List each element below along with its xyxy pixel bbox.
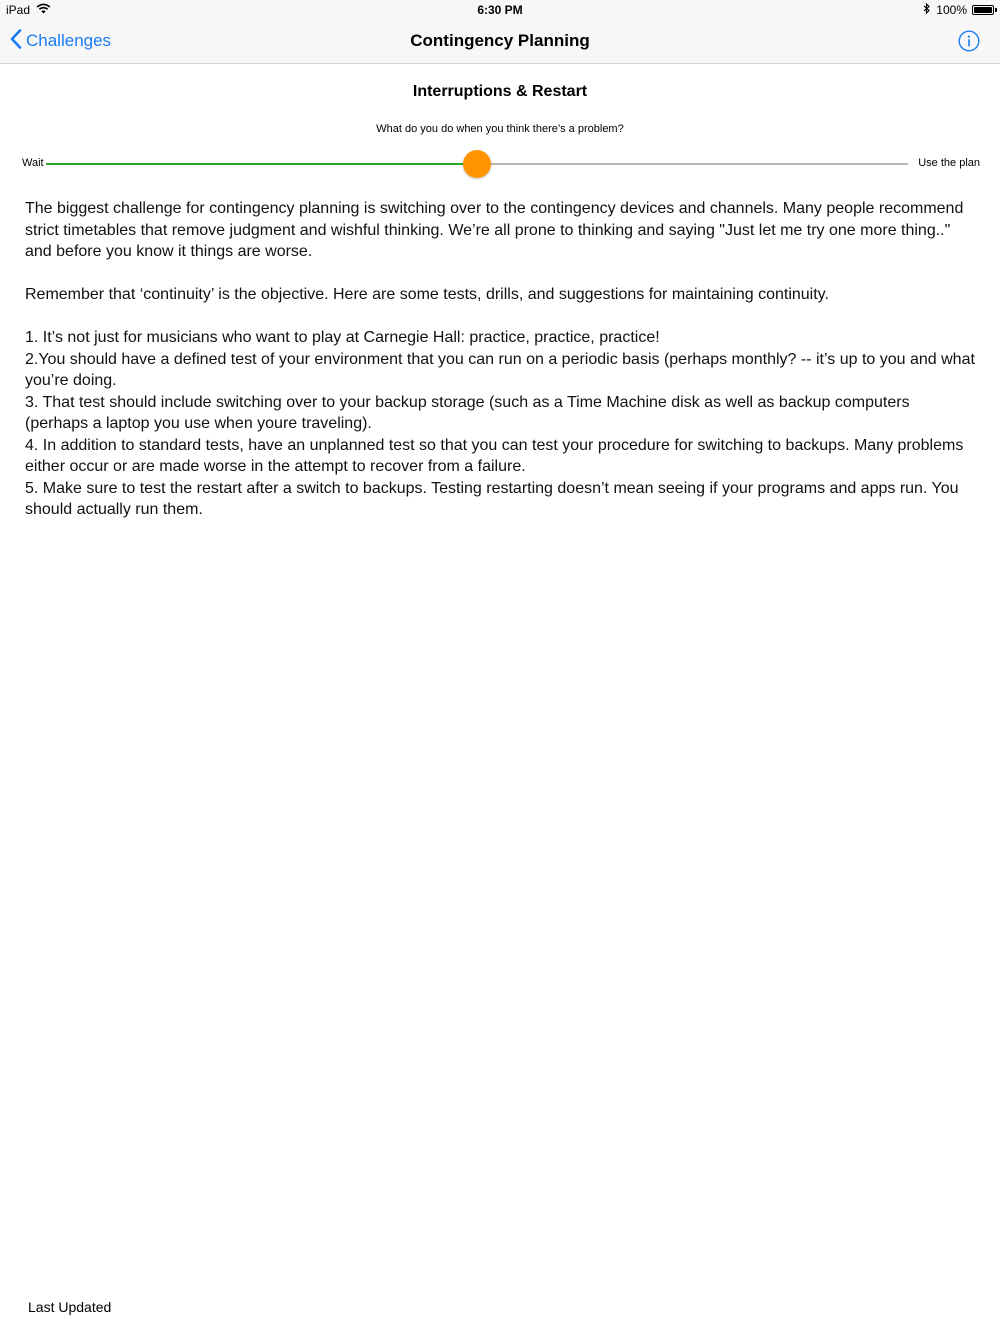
slider-question: What do you do when you think there’s a problem? — [376, 123, 624, 135]
list-item: 3. That test should include switching over to your backup storage (such as a Time Machine disk as well as backup computers (perhaps a laptop you use when youre traveling). — [25, 393, 910, 432]
slider-thumb[interactable] — [463, 150, 491, 178]
list-item: 5. Make sure to test the restart after a switch to backups. Testing restarting doesn’t mean seeing if your programs and apps run. You should actually run them. — [25, 479, 959, 518]
status-right — [923, 3, 994, 17]
battery-cap — [995, 8, 997, 12]
list-item: 2.You should have a defined test of your environment that you can run on a periodic basis (perhaps monthly? -- it’s up to you and what you’re doing. — [25, 350, 975, 389]
list-item: 1. It’s not just for musicians who want to play at Carnegie Hall: practice, practice, practice! — [25, 329, 660, 346]
section-title: Interruptions & Restart — [412, 83, 588, 100]
slider-fill — [46, 163, 477, 165]
device-label: iPad — [6, 3, 31, 17]
status-time: 6:30 PM — [477, 3, 523, 17]
battery-percent: 100% — [936, 3, 967, 17]
battery-icon — [972, 5, 994, 15]
info-button[interactable] — [958, 30, 980, 52]
status-bar — [0, 0, 1000, 20]
list-item: 4. In addition to standard tests, have an unplanned test so that you can test your procedure for switching to backups. Many problems either occur or are made worse in the attempt to recover from a failure. — [25, 436, 964, 475]
slider-max-label: Use the plan — [918, 157, 980, 169]
back-button[interactable] — [10, 28, 111, 54]
nav-title: Contingency Planning — [410, 31, 590, 50]
battery-fill — [974, 7, 992, 13]
article-body — [25, 198, 975, 521]
navigation-bar — [0, 20, 1000, 64]
back-button-label: Challenges — [26, 31, 112, 50]
chevron-left-icon — [10, 29, 26, 54]
paragraph: The biggest challenge for contingency planning is switching over to the contingency devices and channels. Many people recommend strict timetables that remove judgment and wishful thinking. We’re all prone to thinking and saying "Just let me try one more thing.." and before you know it things are worse. — [25, 200, 964, 260]
slider-min-label: Wait — [22, 157, 44, 169]
last-updated-label: Last Updated — [28, 1299, 112, 1315]
paragraph: Remember that ‘continuity’ is the objective. Here are some tests, drills, and suggestions for maintaining continuity. — [25, 286, 829, 303]
info-icon — [958, 39, 980, 56]
response-slider[interactable] — [46, 163, 908, 165]
bluetooth-icon — [923, 3, 931, 17]
